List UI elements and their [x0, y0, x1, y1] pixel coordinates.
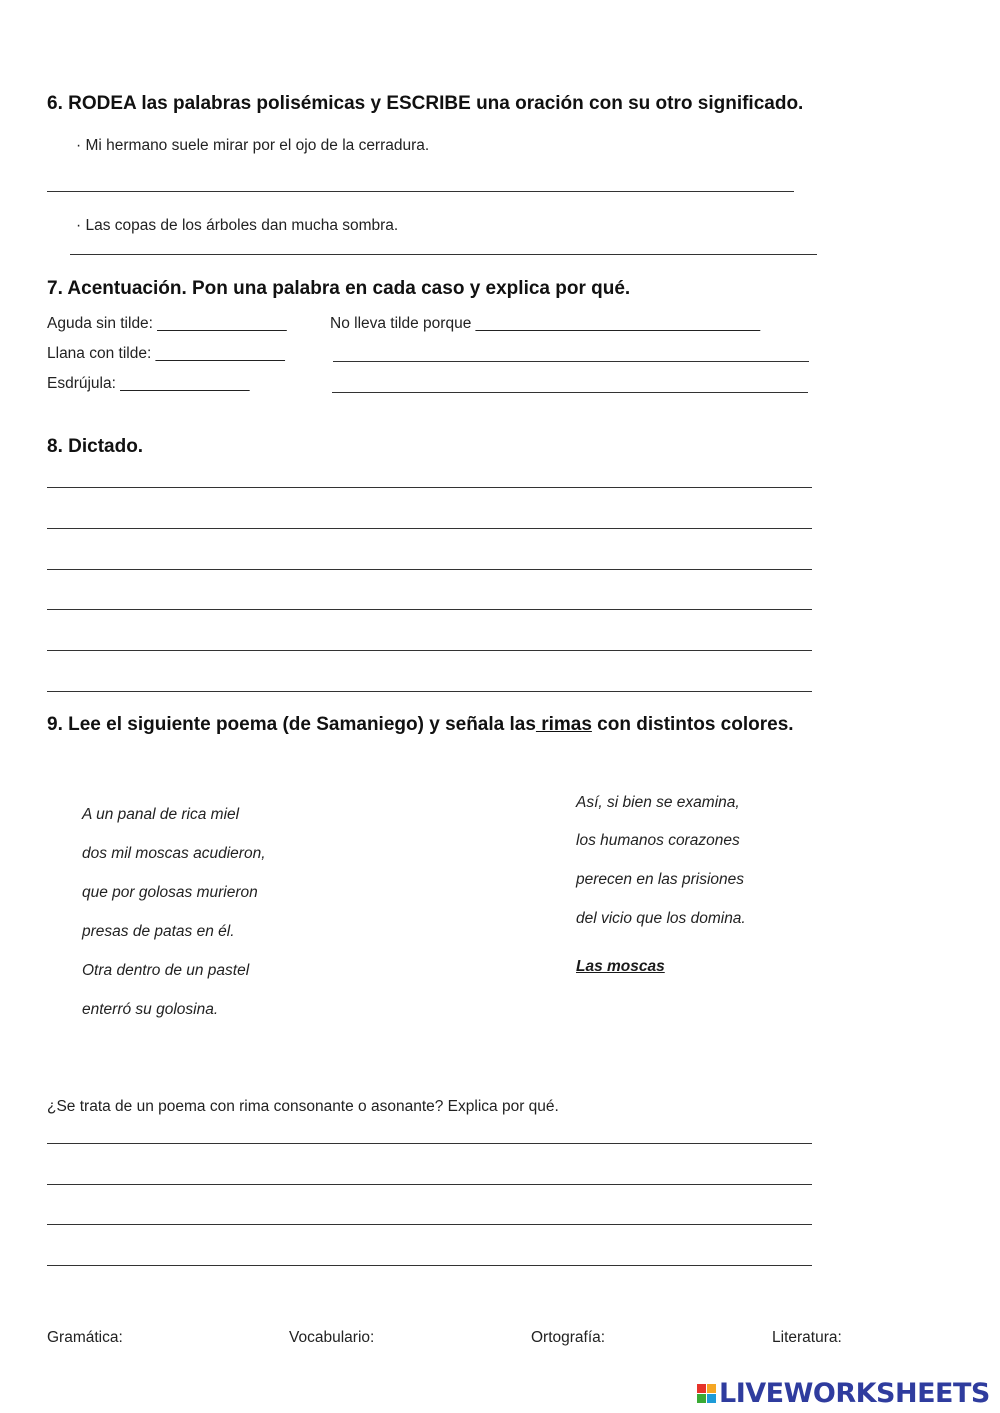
dictado-line[interactable]	[47, 609, 812, 610]
poem-line: Así, si bien se examina,	[576, 794, 740, 811]
poem-line: que por golosas murieron	[82, 884, 258, 901]
poem-title: Las moscas	[576, 958, 665, 975]
q8-heading: 8. Dictado.	[47, 436, 144, 457]
logo-square	[707, 1384, 716, 1393]
q6-answer-line-1[interactable]	[47, 191, 794, 192]
q9-question: ¿Se trata de un poema con rima consonante o asonante? Explica por qué.	[47, 1098, 559, 1115]
poem-line: los humanos corazones	[576, 832, 740, 849]
q7-esdrujula-reason-line[interactable]	[332, 392, 808, 393]
footer-literatura: Literatura:	[772, 1329, 842, 1346]
footer-gramatica: Gramática:	[47, 1329, 123, 1346]
poem-line: Otra dentro de un pastel	[82, 962, 250, 979]
q9-answer-line[interactable]	[47, 1224, 812, 1225]
logo-text: LIVEWORKSHEETS	[719, 1377, 990, 1409]
logo-square	[697, 1384, 706, 1393]
q7-heading: 7. Acentuación. Pon una palabra en cada caso y explica por qué.	[47, 278, 631, 299]
q9-heading-start: 9. Lee el siguiente poema (de Samaniego) y señala las	[47, 714, 536, 735]
q6-heading: 6. RODEA las palabras polisémicas y ESCRIBE una oración con su otro significado.	[47, 93, 804, 114]
logo-icon	[697, 1384, 716, 1403]
q6-sentence-1: · Mi hermano suele mirar por el ojo de la cerradura.	[76, 137, 430, 154]
q9-answer-line[interactable]	[47, 1265, 812, 1266]
poem-line: perecen en las prisiones	[576, 871, 745, 888]
dictado-line[interactable]	[47, 487, 812, 488]
q7-llana-label: Llana con tilde: _______________	[47, 345, 285, 362]
q9-answer-line[interactable]	[47, 1143, 812, 1144]
footer-ortografia: Ortografía:	[531, 1329, 606, 1346]
poem-line: dos mil moscas acudieron,	[82, 845, 266, 862]
footer-vocabulario: Vocabulario:	[289, 1329, 375, 1346]
poem-line: enterró su golosina.	[82, 1001, 219, 1018]
dictado-line[interactable]	[47, 528, 812, 529]
liveworksheets-logo	[697, 1376, 997, 1410]
poem-line: presas de patas en él.	[82, 923, 235, 940]
dictado-line[interactable]	[47, 569, 812, 570]
poem-line: del vicio que los domina.	[576, 910, 746, 927]
q9-heading-end: con distintos colores.	[591, 714, 794, 735]
poem-line: A un panal de rica miel	[82, 806, 240, 823]
dictado-line[interactable]	[47, 691, 812, 692]
q7-no-tilde-label: No lleva tilde porque _________________________________	[330, 315, 761, 332]
q9-heading	[47, 714, 794, 736]
dictado-line[interactable]	[47, 650, 812, 651]
q7-llana-reason-line[interactable]	[333, 361, 809, 362]
logo-square	[707, 1394, 716, 1403]
q9-heading-rimas: rimas	[535, 714, 592, 735]
q9-answer-line[interactable]	[47, 1184, 812, 1185]
q6-sentence-2: · Las copas de los árboles dan mucha sombra.	[76, 217, 399, 234]
q7-esdrujula-label: Esdrújula: _______________	[47, 375, 250, 392]
q6-answer-line-2[interactable]	[70, 254, 817, 255]
q7-aguda-label: Aguda sin tilde: _______________	[47, 315, 287, 332]
logo-square	[697, 1394, 706, 1403]
